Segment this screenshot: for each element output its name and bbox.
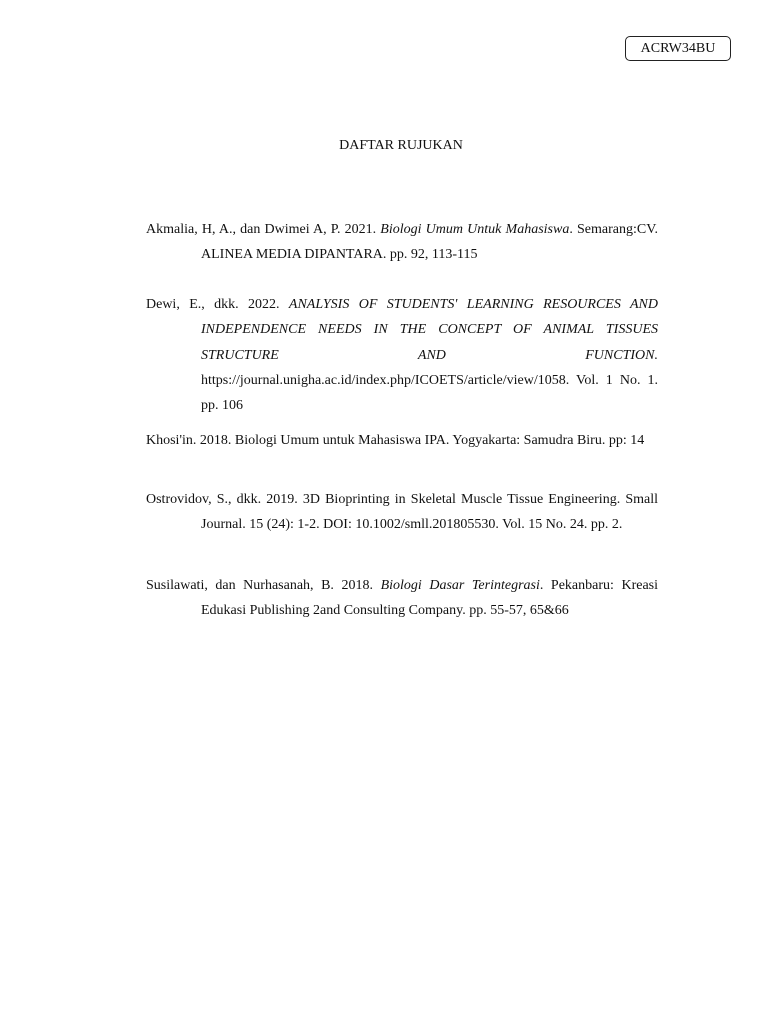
reference-1-title: Biologi Umum Untuk Mahasiswa — [380, 222, 570, 237]
reference-item-1 — [146, 217, 658, 268]
reference-4-text: Ostrovidov, S., dkk. 2019. 3D Bioprinting in Skeletal Muscle Tissue Engineering. Small Journal. 15 (24): 1-2. DOI: 10.1002/smll.201805530. Vol. 15 No. 24. pp. 2. — [146, 492, 658, 533]
reference-1-text: Akmalia, H, A., dan Dwimei A, P. 2021. — [146, 222, 381, 237]
reference-5-publisher: . Pekanbaru: Kreasi Edukasi Publishing 2and Consulting Company. pp. 55-57, 65&66 — [201, 578, 658, 619]
reference-2-text: Dewi, E., dkk. 2022. — [146, 297, 289, 312]
reference-2-url: https://journal.unigha.ac.id/index.php/ICOETS/article/view/1058. Vol. 1 No. 1. pp. 106 — [201, 372, 658, 414]
reference-2-title: ANALYSIS OF STUDENTS' LEARNING RESOURCES AND INDEPENDENCE NEEDS IN THE CONCEPT OF ANIMAL TISSUES STRUCTURE AND FUNCTION. — [201, 297, 658, 363]
reference-item-3 — [146, 428, 658, 453]
reference-item-2 — [146, 292, 658, 418]
reference-3-text: Khosi'in. 2018. Biologi Umum untuk Mahasiswa IPA. Yogyakarta: Samudra Biru. pp: 14 — [146, 433, 645, 448]
reference-1-publisher: . Semarang:CV. ALINEA MEDIA DIPANTARA. pp. 92, 113-115 — [201, 222, 658, 263]
reference-5-text: Susilawati, dan Nurhasanah, B. 2018. — [146, 578, 381, 593]
reference-item-4 — [146, 487, 658, 538]
reference-item-5 — [146, 573, 658, 624]
reference-5-title: Biologi Dasar Terintegrasi — [380, 578, 540, 593]
document-code-box: ACRW34BU — [625, 36, 731, 61]
page-title: DAFTAR RUJUKAN — [339, 138, 463, 153]
